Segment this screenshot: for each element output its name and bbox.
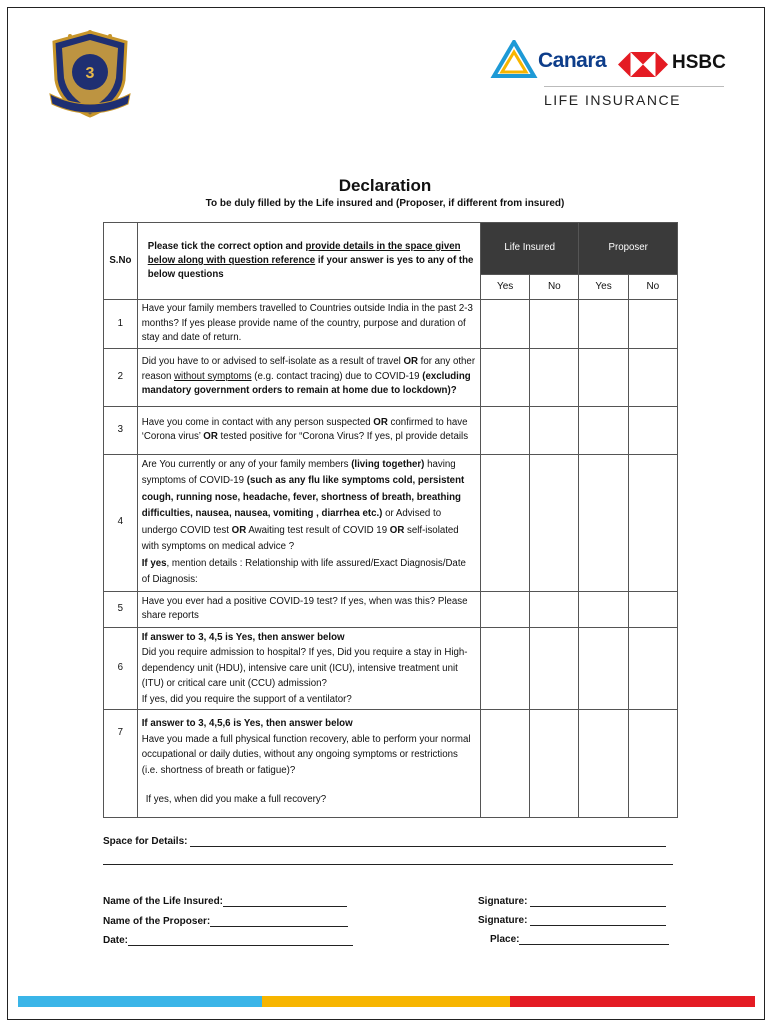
q4-bold-2: (such as any flu like symptoms cold, persistent cough, running nose, headache, fever, shortness of breath, breathing difficulties, nausea, nausea, vomiting , diarrhea etc.) <box>141 475 465 519</box>
proposer-yes-cell[interactable] <box>579 710 628 818</box>
q2-underlined: without symptoms <box>174 370 252 382</box>
place-field[interactable] <box>519 934 669 945</box>
table-row <box>104 406 678 454</box>
life-insured-yes-cell[interactable] <box>481 591 530 627</box>
life-insured-yes-cell[interactable] <box>481 348 530 406</box>
question-4 <box>137 454 480 591</box>
crest-logo <box>48 28 132 120</box>
proposer-yes-cell[interactable] <box>579 406 628 454</box>
page-subtitle: To be duly filled by the Life insured and (Proposer, if different from insured) <box>205 198 565 209</box>
question-6 <box>137 627 480 710</box>
table-row <box>104 300 678 349</box>
question-2 <box>137 348 480 406</box>
date-row <box>103 935 353 946</box>
proposer-no-cell[interactable] <box>628 710 677 818</box>
date-field[interactable] <box>128 935 353 946</box>
q4-or: OR <box>231 524 247 536</box>
proposer-no-cell[interactable] <box>628 348 677 406</box>
proposer-name-field[interactable] <box>210 916 348 927</box>
q4-text-d: or Advised to undergo COVID test <box>141 508 442 536</box>
proposer-no-header: No <box>628 275 677 300</box>
row-number: 7 <box>104 710 138 818</box>
life-insured-no-cell[interactable] <box>530 348 579 406</box>
q4-or-2: OR <box>389 524 405 536</box>
life-insured-no-cell[interactable] <box>530 627 579 710</box>
proposer-no-cell[interactable] <box>628 454 677 591</box>
life-insured-header: Life Insured <box>481 223 579 275</box>
brand-canara: Canara <box>538 49 607 72</box>
space-for-details-field[interactable] <box>190 836 666 847</box>
place-row <box>490 934 669 945</box>
brand-hsbc: HSBC <box>672 52 726 73</box>
canara-hsbc-logo <box>490 40 730 112</box>
logo-divider <box>544 86 724 87</box>
q3-text-c: tested positive for “Corona Virus? If yes, pl provide details <box>217 431 469 442</box>
q3-or-2: OR <box>203 431 218 442</box>
life-insured-no-header: No <box>530 275 579 300</box>
signature-row-1 <box>478 896 666 907</box>
q6-heading: If answer to 3, 4,5 is Yes, then answer below <box>141 631 345 643</box>
q4-bold-1: (living together) <box>351 458 425 470</box>
table-row <box>104 627 678 710</box>
proposer-yes-cell[interactable] <box>579 627 628 710</box>
life-insured-name-label: Name of the Life Insured: <box>103 896 224 907</box>
row-number: 5 <box>104 591 138 627</box>
life-insured-yes-cell[interactable] <box>481 627 530 710</box>
signature-field-1[interactable] <box>530 896 666 907</box>
q2-or: OR <box>403 356 418 368</box>
hsbc-hexagon-icon <box>618 52 668 77</box>
proposer-yes-cell[interactable] <box>579 591 628 627</box>
space-for-details-row <box>103 836 673 847</box>
sno-header: S.No <box>104 223 138 300</box>
place-label: Place: <box>490 934 520 945</box>
table-row <box>104 710 678 818</box>
q7-text: Have you made a full physical function recovery, able to perform your normal occupational or daily duties, without any ongoing symptoms or restrictions (i.e. shortness of breath or fatigue)? <box>141 733 471 776</box>
q7-text-b: If yes, when did you make a full recovery? <box>145 794 327 805</box>
row-number: 2 <box>104 348 138 406</box>
life-insured-yes-cell[interactable] <box>481 710 530 818</box>
question-header-text: Please tick the correct option and <box>147 241 306 252</box>
table-row <box>104 348 678 406</box>
signature-label: Signature: <box>478 896 531 907</box>
proposer-no-cell[interactable] <box>628 300 677 349</box>
row-number: 4 <box>104 454 138 591</box>
declaration-table <box>103 222 678 818</box>
q3-text: Have you come in contact with any person suspected <box>141 416 374 428</box>
signature-label-2: Signature: <box>478 915 531 926</box>
q7-heading: If answer to 3, 4,5,6 is Yes, then answer below <box>141 718 353 729</box>
svg-text:3: 3 <box>85 65 95 82</box>
q4-text-e: Awaiting test result of COVID 19 <box>246 524 390 536</box>
question-5: Have you ever had a positive COVID-19 test? If yes, when was this? Please share reports <box>137 591 480 627</box>
space-for-details-line-2[interactable] <box>103 854 673 865</box>
footer-bar-yellow <box>262 996 510 1007</box>
q2-bold: (excluding mandatory government orders to remain at home due to lockdown)? <box>141 370 471 397</box>
table-row <box>104 454 678 591</box>
proposer-no-cell[interactable] <box>628 591 677 627</box>
proposer-yes-cell[interactable] <box>579 454 628 591</box>
page-title: Declaration <box>338 176 432 195</box>
q6-text: Did you require admission to hospital? If yes, Did you require a stay in High-dependency unit (HDU), intensive care unit (ICU), intensive treatment unit (ITU) or critical care unit (CCU) admission? <box>141 647 468 689</box>
q6-text-b: If yes, did you require the support of a ventilator? <box>141 693 352 705</box>
signature-row-2 <box>478 915 666 926</box>
q2-text-b: for any other reason <box>141 356 476 382</box>
q4-text-g: , mention details : Relationship with life assured/Exact Diagnosis/Date of Diagnosis: <box>141 557 466 585</box>
row-number: 3 <box>104 406 138 454</box>
question-3 <box>137 406 480 454</box>
q3-text-b: confirmed to have ‘Corona virus’ <box>141 416 468 442</box>
q4-text-c: having symptoms of COVID-19 <box>141 458 456 486</box>
proposer-name-label: Name of the Proposer: <box>103 916 211 927</box>
life-insured-no-cell[interactable] <box>530 406 579 454</box>
row-number: 6 <box>104 627 138 710</box>
life-insured-no-cell[interactable] <box>530 454 579 591</box>
proposer-name-row <box>103 916 348 927</box>
life-insured-no-cell[interactable] <box>530 300 579 349</box>
date-label: Date: <box>103 935 129 946</box>
q4-text: Are You currently or any of your family members <box>141 458 352 470</box>
proposer-header: Proposer <box>579 223 678 275</box>
brand-life-insurance: LIFE INSURANCE <box>544 92 681 108</box>
life-insured-no-cell[interactable] <box>530 591 579 627</box>
q4-text-f: self-isolated with symptoms on medical advice ? <box>141 524 459 552</box>
canara-triangle-icon <box>490 40 538 80</box>
question-header-underlined: provide details in the space given below along with question reference <box>147 241 461 266</box>
life-insured-yes-cell[interactable] <box>481 300 530 349</box>
q3-or: OR <box>373 416 388 428</box>
proposer-yes-cell[interactable] <box>579 300 628 349</box>
space-for-details-label: Space for Details: <box>103 836 191 847</box>
life-insured-yes-cell[interactable] <box>481 454 530 591</box>
life-insured-no-cell[interactable] <box>530 710 579 818</box>
table-row <box>104 591 678 627</box>
life-insured-name-field[interactable] <box>223 896 347 907</box>
question-1: Have your family members travelled to Countries outside India in the past 2-3 months? If yes please provide name of the country, purpose and duration of stay and date of return. <box>137 300 480 349</box>
question-7 <box>137 710 480 818</box>
question-header-text-end: if your answer is yes to any of the below questions <box>147 255 474 280</box>
signature-field-2[interactable] <box>530 915 666 926</box>
life-insured-yes-cell[interactable] <box>481 406 530 454</box>
proposer-yes-header: Yes <box>579 275 628 300</box>
question-header <box>137 223 480 300</box>
proposer-no-cell[interactable] <box>628 406 677 454</box>
q2-text: Did you have to or advised to self-isolate as a result of travel <box>141 356 404 368</box>
footer-bar-red <box>510 996 755 1007</box>
proposer-yes-cell[interactable] <box>579 348 628 406</box>
life-insured-name-row <box>103 896 347 907</box>
q2-text-c: (e.g. contact tracing) due to COVID-19 <box>251 370 423 382</box>
row-number: 1 <box>104 300 138 349</box>
footer-bar-blue <box>18 996 262 1007</box>
proposer-no-cell[interactable] <box>628 627 677 710</box>
q4-if-yes: If yes <box>141 557 167 569</box>
life-insured-yes-header: Yes <box>481 275 530 300</box>
